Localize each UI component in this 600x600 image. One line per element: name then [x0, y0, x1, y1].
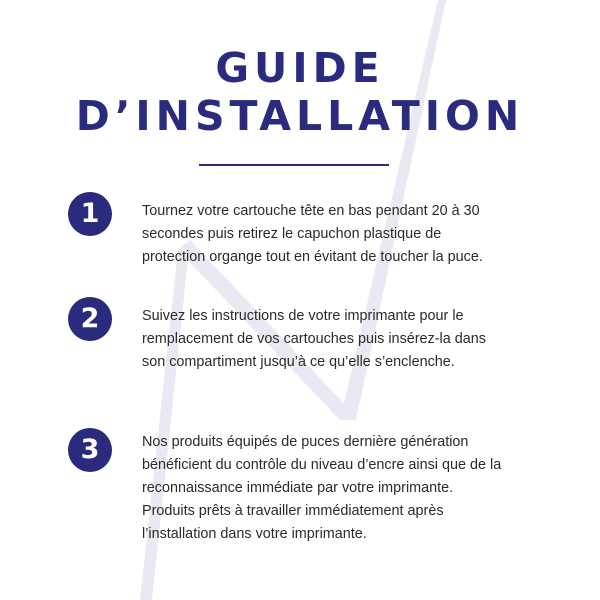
step-3-line-1: Nos produits équipés de puces dernière génération [142, 434, 469, 450]
step-2-line-3: son compartiment jusqu’à ce qu’elle s’enclenche. [142, 354, 455, 370]
title-divider [199, 164, 389, 166]
step-1-line-3: protection organge tout en évitant de toucher la puce. [142, 249, 483, 265]
step-3-line-5: l’installation dans votre imprimante. [142, 526, 367, 542]
step-3-text [142, 431, 532, 546]
step-1-number-badge: 1 [68, 192, 112, 236]
step-1-text [142, 200, 532, 269]
step-2-line-2: remplacement de vos cartouches puis insérez-la dans [142, 331, 486, 347]
step-2-text [142, 305, 532, 374]
step-1-line-2: secondes puis retirez le capuchon plastique de [142, 226, 442, 242]
step-3-line-4: Produits prêts à travailler immédiatement après [142, 503, 444, 519]
step-3-line-2: bénéficient du contrôle du niveau d’encre ainsi que de la [142, 457, 502, 473]
step-1-line-1: Tournez votre cartouche tête en bas pendant 20 à 30 [142, 203, 480, 219]
page-title-line-1: GUIDE [215, 44, 385, 92]
step-2-line-1: Suivez les instructions de votre imprimante pour le [142, 308, 464, 324]
step-3-line-3: reconnaissance immédiate par votre imprimante. [142, 480, 454, 496]
step-3-number-badge: 3 [68, 428, 112, 472]
page-title-line-2: D’INSTALLATION [75, 92, 525, 140]
step-2-number-badge: 2 [68, 297, 112, 341]
